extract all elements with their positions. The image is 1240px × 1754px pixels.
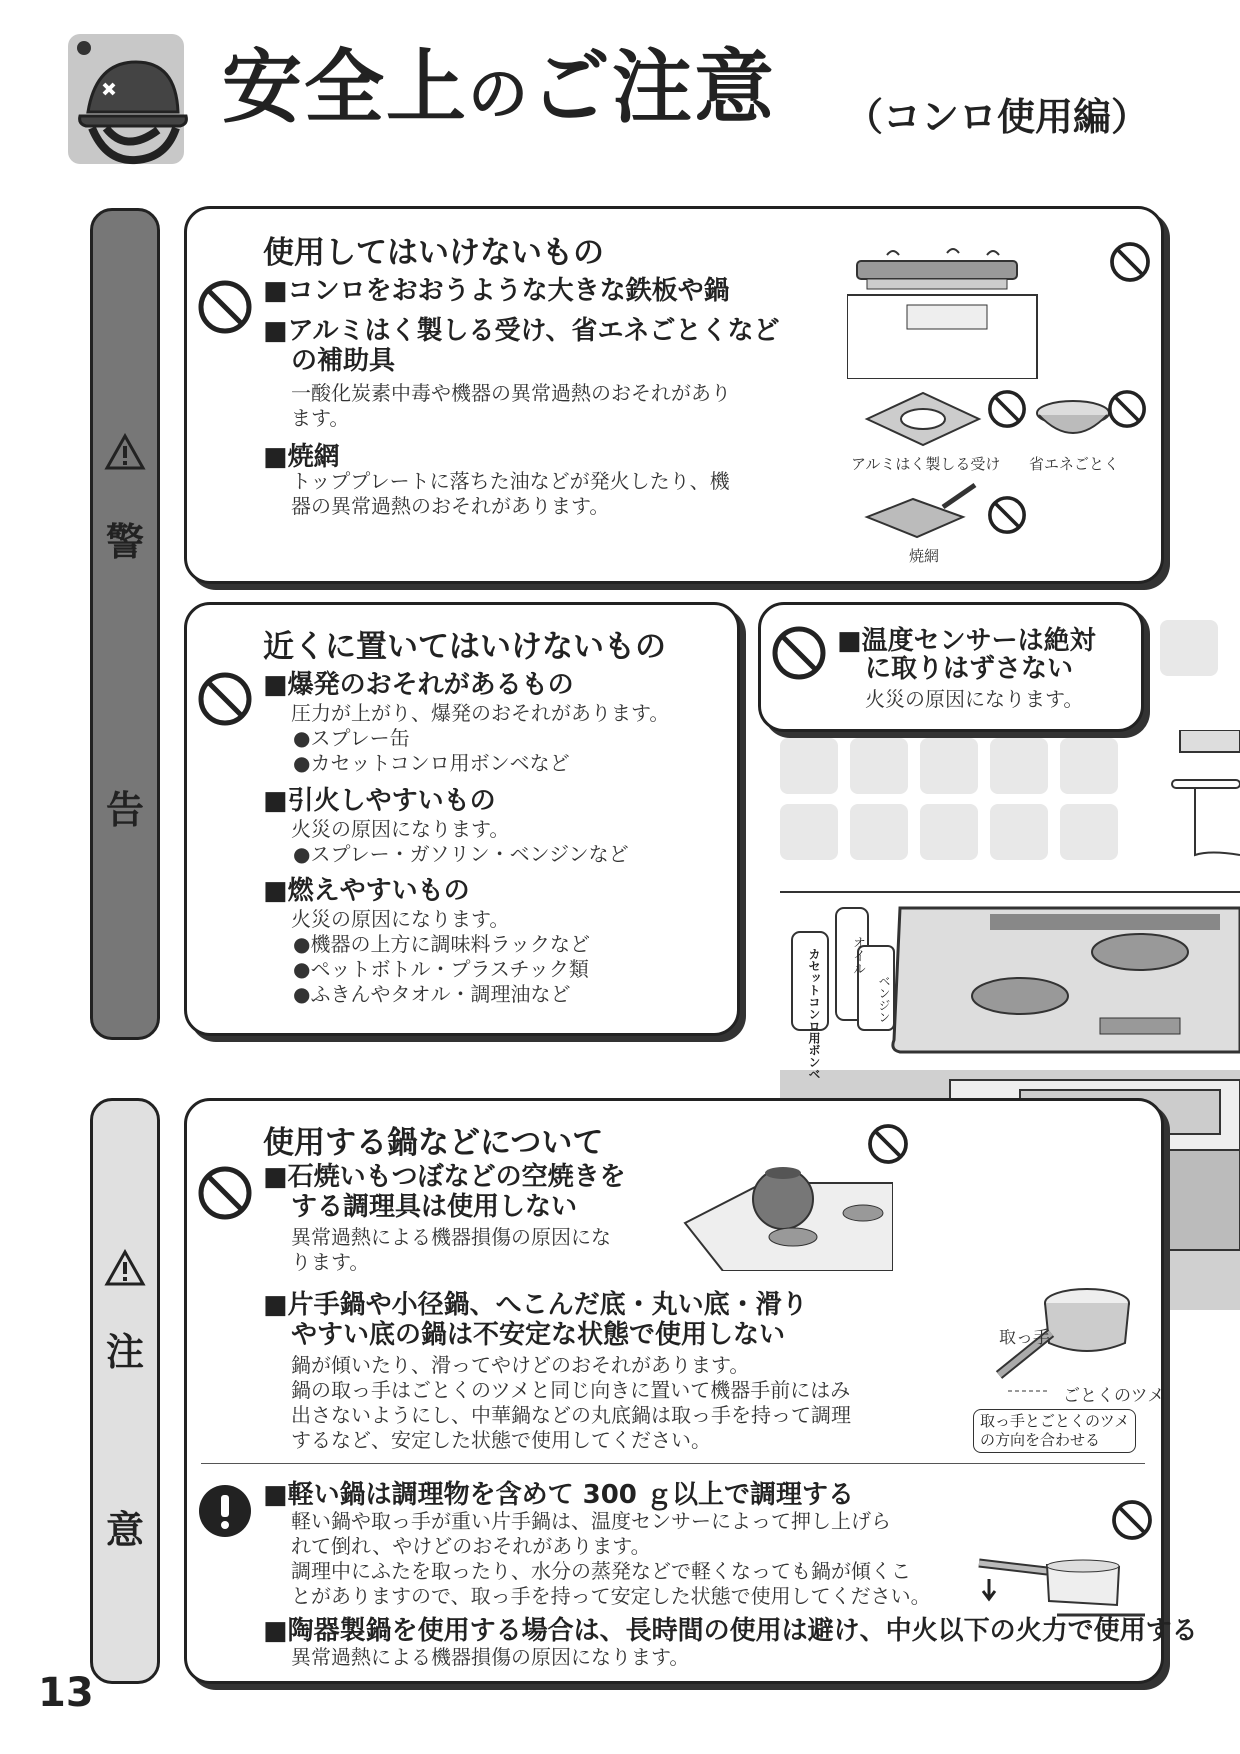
- prohibited-items-box: [184, 206, 1164, 584]
- page-number: 13: [38, 1670, 94, 1716]
- warning-tab: [90, 208, 160, 1040]
- box4-item4-body1: 異常過熱による機器損傷の原因になります。: [291, 1645, 690, 1669]
- box4-title: 使用する鍋などについて: [263, 1125, 604, 1161]
- box1-item3-head: ■焼網: [263, 442, 340, 472]
- oil-label: オイル: [850, 936, 865, 975]
- prohibition-icon: [197, 279, 253, 335]
- box2-title: 近くに置いてはいけないもの: [263, 629, 666, 665]
- eco-caption: 省エネごとく: [1029, 455, 1120, 473]
- page-title: 安全上のご注意: [222, 41, 776, 134]
- box1-item2-head2: の補助具: [291, 346, 396, 376]
- box2-item1-body: 圧力が上がり、爆発のおそれがあります。: [291, 701, 670, 725]
- foil-caption: アルミはく製しる受け: [851, 455, 1001, 473]
- prohibition-icon: [197, 671, 253, 727]
- box4-item2-body2: 鍋の取っ手はごとくのツメと同じ向きに置いて機器手前にはみ: [291, 1378, 851, 1402]
- box3-head: ■温度センサーは絶対: [837, 626, 1096, 656]
- box4-item3-body4: とがありますので、取っ手を持って安定した状態で使用してください。: [291, 1584, 931, 1608]
- box4-item2-head2: やすい底の鍋は不安定な状態で使用しない: [291, 1320, 786, 1350]
- box2-item3-bullet1: ●機器の上方に調味料ラックなど: [293, 932, 591, 956]
- eco-trivet-illustration: [1033, 395, 1113, 441]
- box2-item3-bullet3: ●ふきんやタオル・調理油など: [293, 982, 571, 1006]
- iron-plate-illustration: [847, 239, 1047, 379]
- keep-away-items-box: [184, 602, 740, 1036]
- box3-body: 火災の原因になります。: [865, 687, 1084, 711]
- prohibition-icon-iron-plate: [1109, 241, 1151, 283]
- handle-caption: 取っ手: [999, 1328, 1050, 1348]
- box4-item3-body1: 軽い鍋や取っ手が重い片手鍋は、温度センサーによって押し上げら: [291, 1509, 891, 1533]
- box2-item3-bullet2: ●ペットボトル・プラスチック類: [293, 957, 589, 981]
- align-note: [973, 1409, 1136, 1453]
- box4-item2-body4: するなど、安定した状態で使用してください。: [291, 1428, 711, 1452]
- caution-label-2: 意: [105, 1508, 144, 1552]
- box2-item1-bullet1: ●スプレー缶: [293, 726, 410, 750]
- tilting-pan-illustration: [977, 1545, 1147, 1623]
- box1-item2-body1: 一酸化炭素中毒や機器の異常過熱のおそれがあり: [291, 381, 731, 405]
- box1-item2-head: ■アルミはく製しる受け、省エネごとくなど: [263, 316, 780, 346]
- box4-item4-head: ■陶器製鍋を使用する場合は、長時間の使用は避け、中火以下の火力で使用する: [263, 1616, 1198, 1646]
- box1-item1-head: ■コンロをおおうような大きな鉄板や鍋: [263, 276, 730, 306]
- box4-item1-body2: ります。: [291, 1250, 370, 1274]
- foil-tray-illustration: [863, 389, 983, 449]
- box1-item3-body2: 器の異常過熱のおそれがあります。: [291, 494, 610, 518]
- safety-helmet-icon: [66, 32, 196, 168]
- box4-item1-head2: する調理具は使用しない: [291, 1192, 578, 1222]
- grill-net-illustration: [863, 481, 983, 541]
- box2-item1-head: ■爆発のおそれがあるもの: [263, 670, 574, 700]
- benzine-label: ベンジン: [877, 975, 891, 1023]
- warning-label-1: 警: [105, 520, 144, 564]
- box2-item2-bullet1: ●スプレー・ガソリン・ベンジンなど: [293, 842, 629, 866]
- claw-caption: ごとくのツメ: [1063, 1386, 1165, 1406]
- box4-item1-head: ■石焼いもつぼなどの空焼きを: [263, 1162, 626, 1192]
- align-note-line1: 取っ手とごとくのツメ: [980, 1412, 1130, 1430]
- prohibition-icon-eco: [1107, 389, 1147, 429]
- prohibition-icon-light-pan: [1111, 1499, 1153, 1541]
- box4-item1-body1: 異常過熱による機器損傷の原因にな: [291, 1225, 611, 1249]
- warning-label-2: 告: [105, 788, 144, 832]
- box2-item3-head: ■燃えやすいもの: [263, 876, 470, 906]
- box4-item3-body3: 調理中にふたを取ったり、水分の蒸発などで軽くなっても鍋が傾くこ: [291, 1559, 911, 1583]
- box1-title: 使用してはいけないもの: [263, 235, 604, 271]
- prohibition-icon: [197, 1165, 253, 1221]
- box3-head2: に取りはずさない: [865, 654, 1074, 684]
- box4-item2-body3: 出さないようにし、中華鍋などの丸底鍋は取っ手を持って調理: [291, 1403, 851, 1427]
- box2-item1-bullet2: ●カセットコンロ用ボンベなど: [293, 751, 570, 775]
- box2-item3-body: 火災の原因になります。: [291, 907, 510, 931]
- mandatory-exclamation-icon: [197, 1483, 253, 1539]
- box2-item2-head: ■引火しやすいもの: [263, 786, 496, 816]
- temperature-sensor-box: [758, 602, 1144, 732]
- gas-can-label: カセットコンロ用ボンベ: [807, 948, 821, 1080]
- page-subtitle: （コンロ使用編）: [845, 95, 1150, 139]
- align-note-line2: の方向を合わせる: [980, 1431, 1101, 1449]
- box4-item3-body2: れて倒れ、やけどのおそれがあります。: [291, 1534, 651, 1558]
- stone-pot-illustration: [683, 1153, 893, 1271]
- box1-item2-body2: ます。: [291, 406, 350, 430]
- cookware-box: [184, 1098, 1198, 1684]
- caution-tab: [90, 1098, 160, 1684]
- box1-item3-body1: トッププレートに落ちた油などが発火したり、機: [291, 469, 730, 493]
- box2-item2-body: 火災の原因になります。: [291, 817, 510, 841]
- caution-triangle-icon: [104, 1249, 146, 1287]
- grill-caption: 焼網: [909, 547, 940, 565]
- box4-item3-head: ■軽い鍋は調理物を含めて 300 ｇ以上で調理する: [263, 1480, 854, 1510]
- prohibition-icon: [771, 625, 827, 681]
- caution-label-1: 注: [105, 1330, 144, 1374]
- box4-item2-head: ■片手鍋や小径鍋、へこんだ底・丸い底・滑り: [263, 1290, 808, 1320]
- prohibition-icon-foil: [987, 389, 1027, 429]
- prohibition-icon-grill: [987, 495, 1027, 535]
- prohibition-icon-stone-pot: [867, 1123, 909, 1165]
- divider: [201, 1463, 1145, 1464]
- box4-item2-body1: 鍋が傾いたり、滑ってやけどのおそれがあります。: [291, 1353, 750, 1377]
- warning-triangle-icon: [104, 433, 146, 471]
